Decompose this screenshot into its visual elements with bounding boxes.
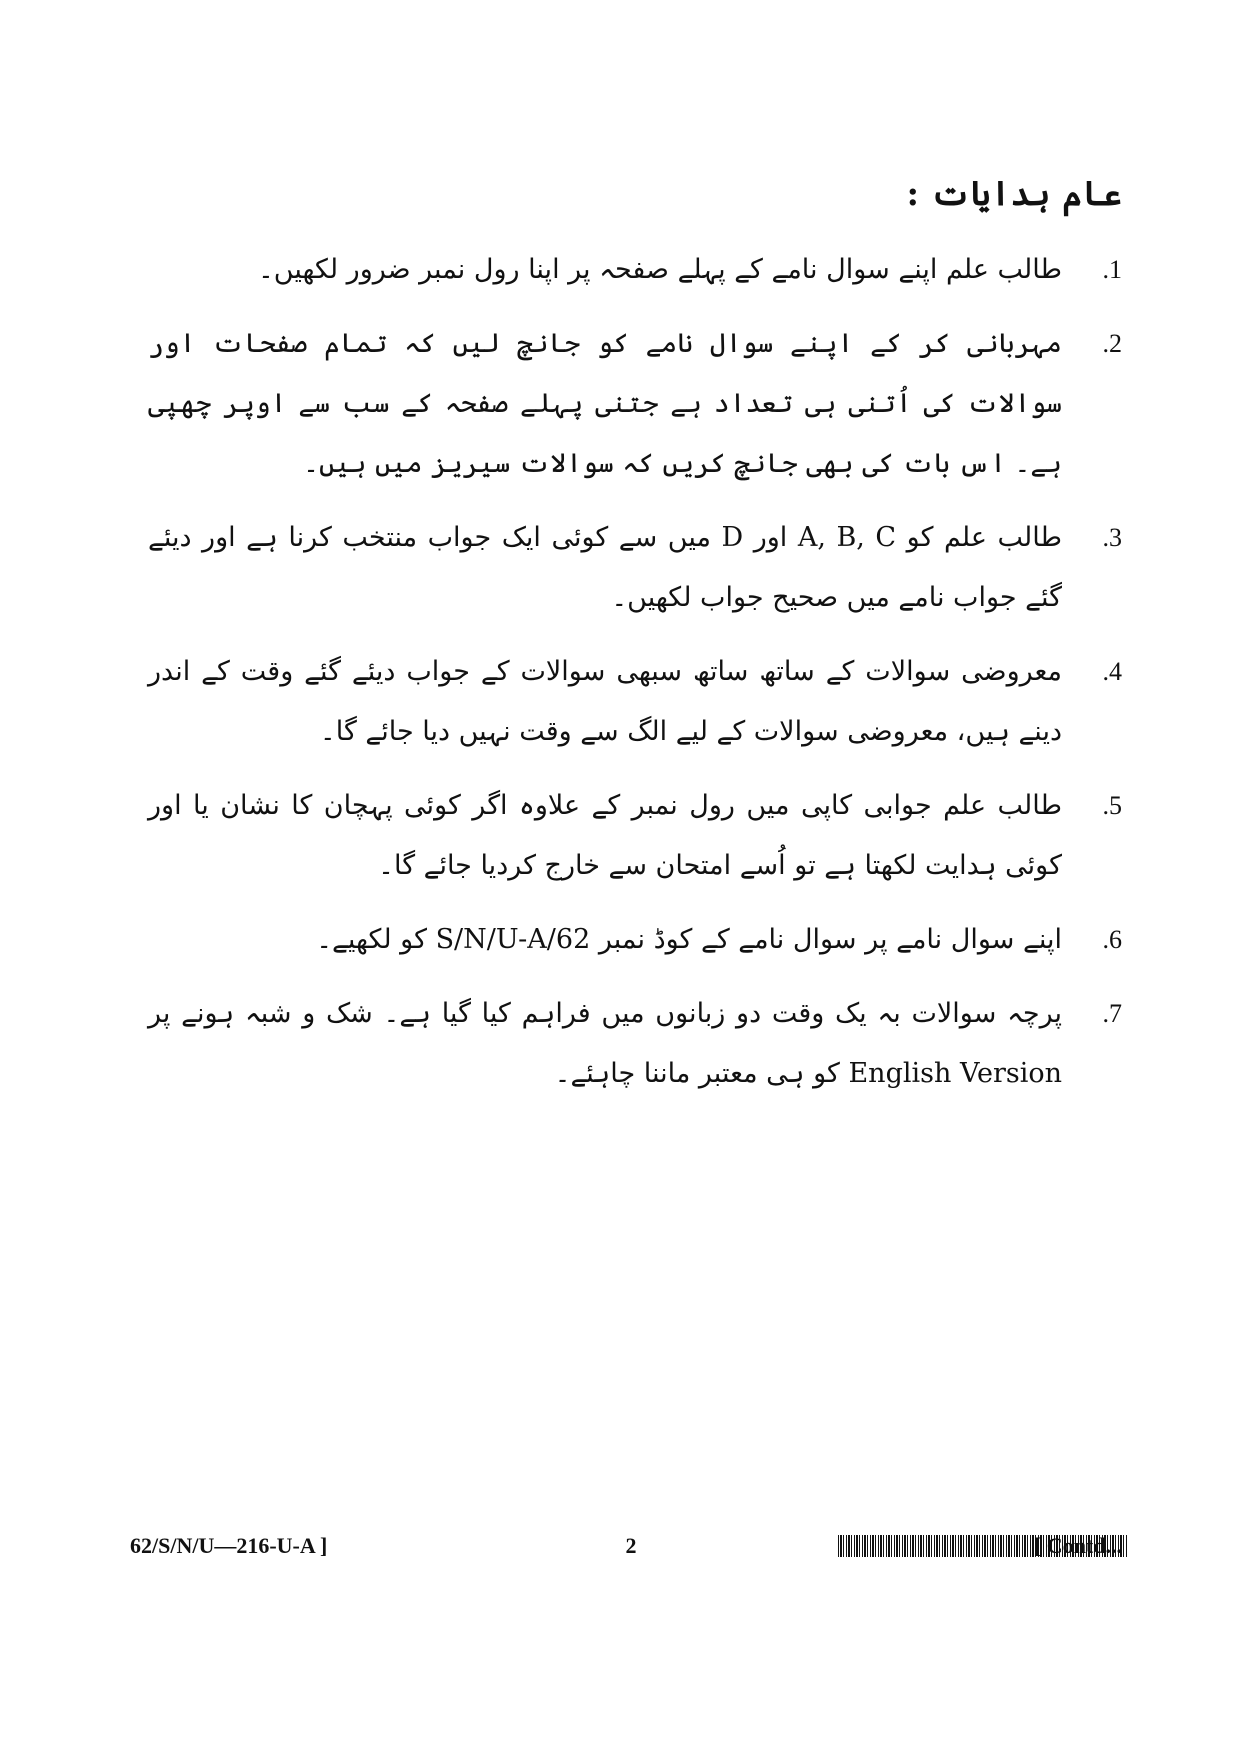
instruction-item	[148, 508, 1122, 628]
instruction-text: طالب علم کو A, B, C اور D میں سے کوئی ایک جواب منتخب کرنا ہے اور دیئے گئے جواب نامے میں صحیح جواب لکھیں۔	[148, 522, 1062, 613]
instruction-text: پرچہ سوالات بہ یک وقت دو زبانوں میں فراہم کیا گیا ہے۔ شک و شبہ ہونے پر English Version کو ہی معتبر ماننا چاہئے۔	[148, 998, 1062, 1089]
instruction-number: .5	[1102, 791, 1122, 820]
instruction-item	[148, 776, 1122, 896]
instruction-item	[148, 984, 1122, 1104]
instructions-list	[148, 240, 1122, 1118]
instruction-text: طالب علم جوابی کاپی میں رول نمبر کے علاوہ اگر کوئی پہچان کا نشان یا اور کوئی ہدایت لکھتا ہے تو اُسے امتحان سے خارج کردیا جائے گا۔	[148, 790, 1062, 881]
page-number: 2	[625, 1533, 637, 1558]
instruction-number: .1	[1102, 255, 1122, 284]
instruction-number: .3	[1102, 523, 1122, 552]
instruction-text: مہربانی کر کے اپنے سوال نامے کو جانچ لیں کہ تمام صفحات اور سوالات کی اُتنی ہی تعداد ہے جتنی پہلے صفحہ کے سب سے اوپر چھپی ہے۔ اس بات کی بھی جانچ کریں کہ سوالات سیریز میں ہیں۔	[148, 328, 1062, 479]
instruction-item	[148, 910, 1122, 970]
instruction-number: .4	[1102, 657, 1122, 686]
instruction-text: معروضی سوالات کے ساتھ ساتھ سبھی سوالات کے جواب دیئے گئے وقت کے اندر دینے ہیں، معروضی سوالات کے لیے الگ سے وقت نہیں دیا جائے گا۔	[148, 656, 1062, 747]
instruction-item	[148, 642, 1122, 762]
instruction-item	[148, 240, 1122, 300]
paper-code: 62/S/N/U—216-U-A ]	[130, 1533, 328, 1558]
instruction-text: طالب علم اپنے سوال نامے کے پہلے صفحہ پر اپنا رول نمبر ضرور لکھیں۔	[257, 254, 1062, 285]
instruction-text: اپنے سوال نامے پر سوال نامے کے کوڈ نمبر 62/S/N/U-A کو لکھیے۔	[316, 924, 1062, 955]
instruction-number: .2	[1102, 329, 1122, 358]
instruction-number: .7	[1102, 999, 1122, 1028]
instruction-item	[148, 314, 1122, 494]
instruction-number: .6	[1102, 925, 1122, 954]
general-instructions-heading: عام ہدایات :	[906, 174, 1122, 214]
page-footer	[130, 1526, 1122, 1566]
continued-label: [ Contd...	[1033, 1533, 1122, 1558]
